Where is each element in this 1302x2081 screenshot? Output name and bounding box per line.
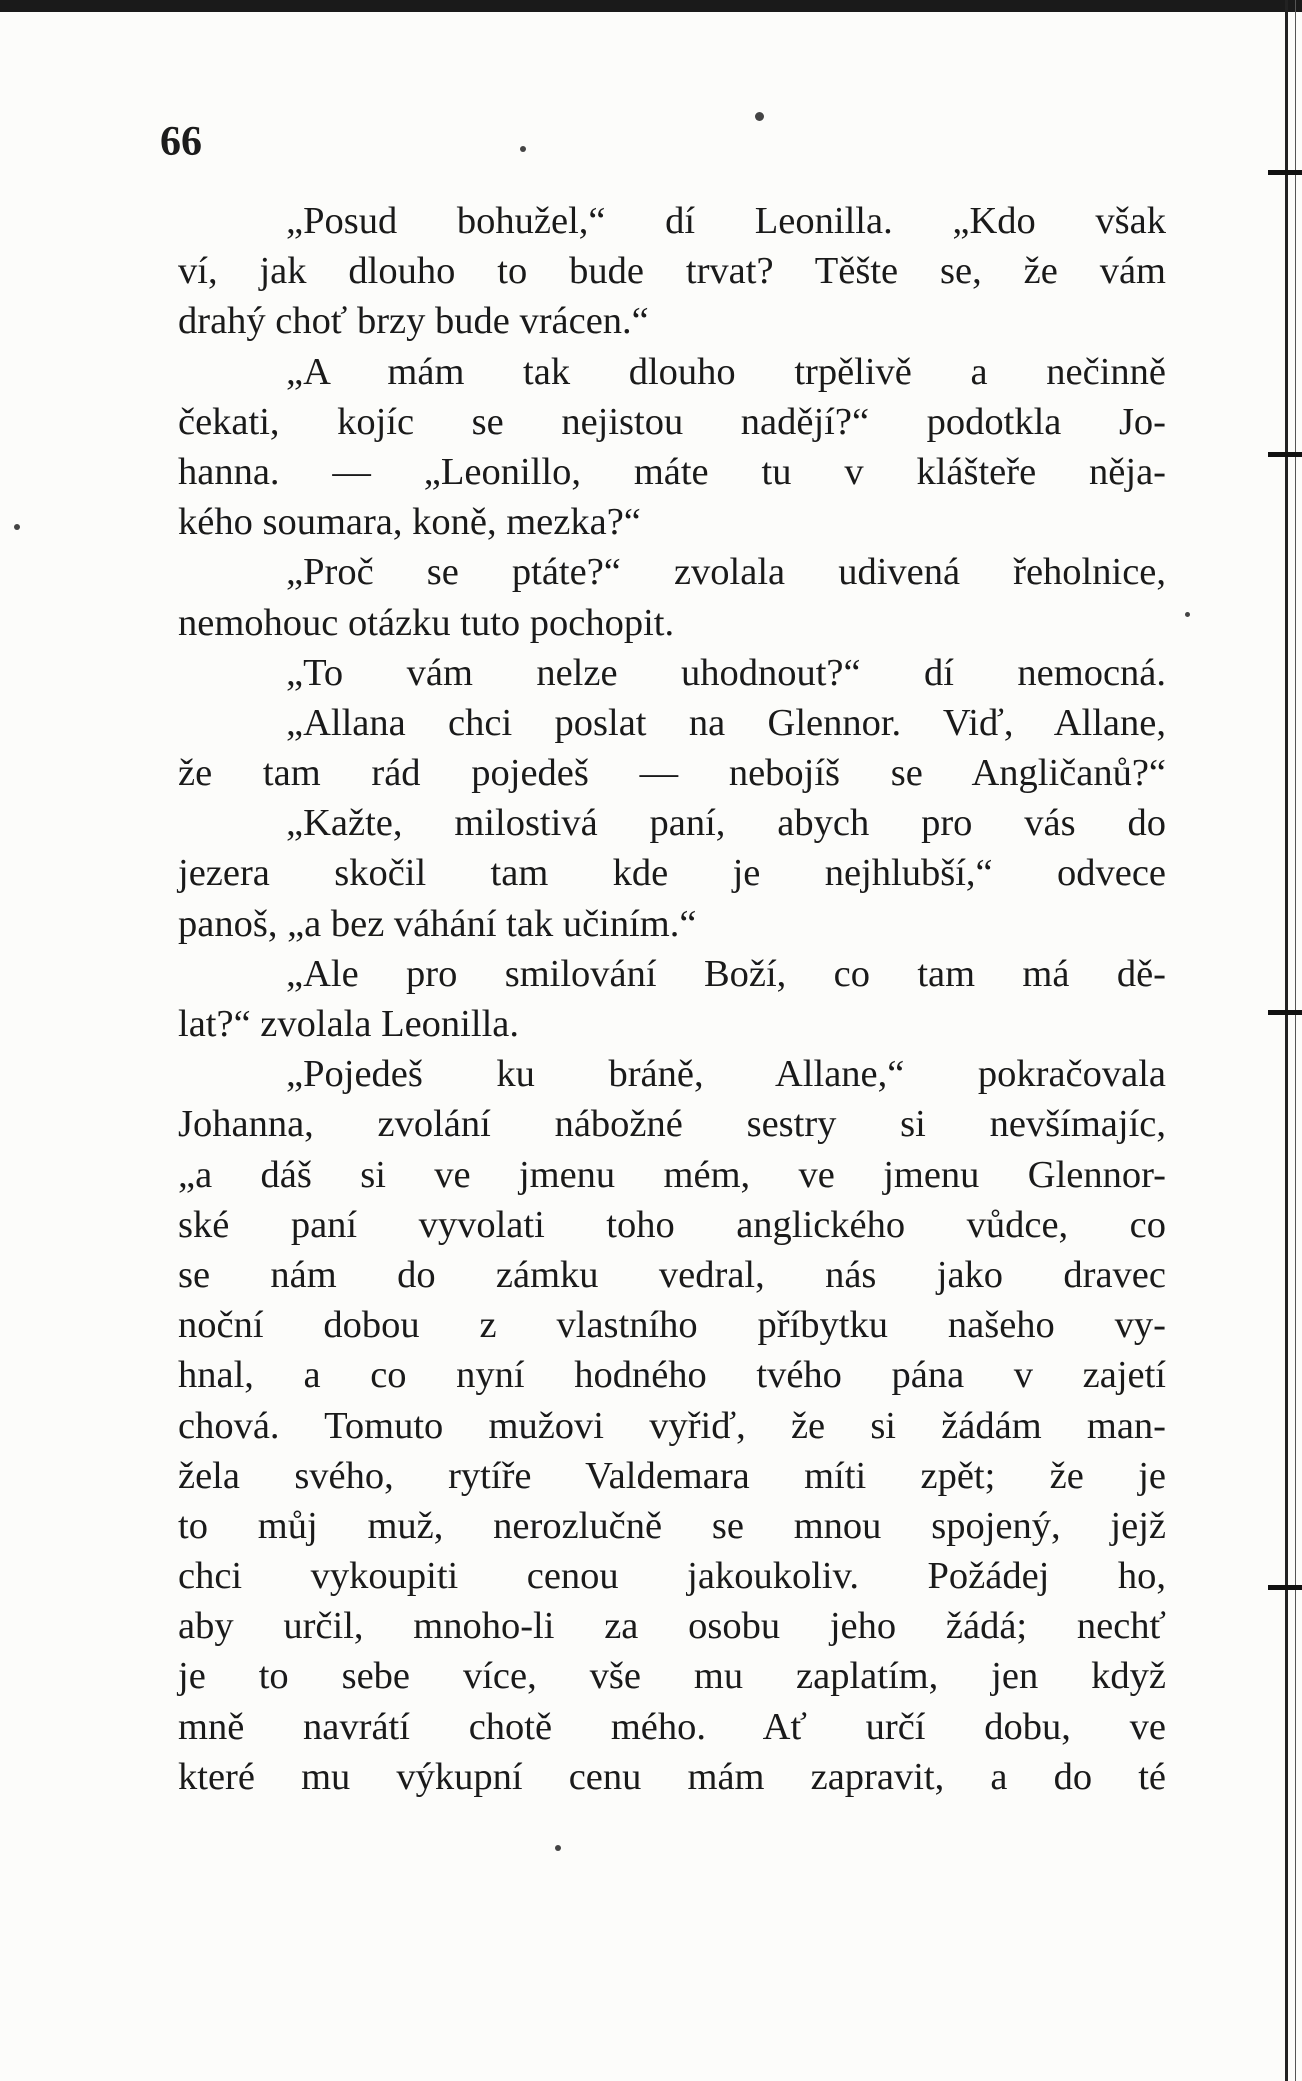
body-text xyxy=(178,196,1166,1802)
edge-tick xyxy=(1268,1010,1302,1015)
text-line: chci vykoupiti cenou jakoukoliv. Požádej ho, xyxy=(178,1555,1166,1598)
text-line: „A mám tak dlouho trpělivě a nečinně xyxy=(286,350,1166,393)
right-edge-rule xyxy=(1285,0,1288,2081)
text-line: to můj muž, nerozlučně se mnou spojený, jejž xyxy=(178,1504,1166,1547)
text-line: ské paní vyvolati toho anglického vůdce, co xyxy=(178,1203,1166,1246)
print-speck xyxy=(14,524,20,530)
text-line: nemohouc otázku tuto pochopit. xyxy=(178,601,675,644)
text-line: noční dobou z vlastního příbytku našeho vy- xyxy=(178,1304,1166,1347)
top-border xyxy=(0,0,1302,12)
text-line: mně navrátí chotě mého. Ať určí dobu, ve xyxy=(178,1705,1166,1748)
text-line: je to sebe více, vše mu zaplatím, jen když xyxy=(178,1655,1166,1698)
text-line: jezera skočil tam kde je nejhlubší,“ odvece xyxy=(178,852,1166,895)
text-line: hanna. — „Leonillo, máte tu v klášteře něja- xyxy=(178,450,1166,493)
text-line: že tam rád pojedeš — nebojíš se Angličanů?“ xyxy=(178,752,1166,795)
text-line: žela svého, rytíře Valdemara míti zpět; že je xyxy=(178,1454,1166,1497)
text-line: lat?“ zvolala Leonilla. xyxy=(178,1003,519,1045)
text-line: „Kažte, milostivá paní, abych pro vás do xyxy=(286,802,1166,845)
text-line: kého soumara, koně, mezka?“ xyxy=(178,501,641,544)
text-line: které mu výkupní cenu mám zapravit, a do té xyxy=(178,1755,1166,1798)
text-line: panoš, „a bez váhání tak učiním.“ xyxy=(178,902,697,945)
text-line: chová. Tomuto mužovi vyřiď, že si žádám man- xyxy=(178,1404,1166,1447)
text-line: čekati, kojíc se nejistou nadějí?“ podotkla Jo- xyxy=(178,400,1166,443)
text-line: „To vám nelze uhodnout?“ dí nemocná. xyxy=(286,651,1166,694)
text-line: „Allana chci poslat na Glennor. Viď, Allane, xyxy=(286,701,1166,744)
text-line: aby určil, mnoho-li za osobu jeho žádá; nechť xyxy=(178,1605,1166,1648)
edge-tick xyxy=(1268,452,1302,457)
page-number: 66 xyxy=(160,119,202,165)
text-line: „Proč se ptáte?“ zvolala udivená řeholnice, xyxy=(286,551,1166,594)
print-speck xyxy=(555,1845,561,1851)
text-line: drahý choť brzy bude vrácen.“ xyxy=(178,300,649,343)
print-speck xyxy=(1185,612,1190,617)
print-speck xyxy=(755,112,764,121)
right-edge-rule-thin xyxy=(1295,0,1296,2081)
edge-tick xyxy=(1268,170,1302,175)
text-line: Johanna, zvolání nábožné sestry si nevšímajíc, xyxy=(178,1103,1166,1146)
edge-tick xyxy=(1268,1585,1302,1590)
text-line: „Ale pro smilování Boží, co tam má dě- xyxy=(286,952,1166,995)
print-speck xyxy=(520,146,526,152)
text-line: „Pojedeš ku bráně, Allane,“ pokračovala xyxy=(286,1053,1166,1096)
text-line: ví, jak dlouho to bude trvat? Těšte se, že vám xyxy=(178,250,1166,293)
text-line: hnal, a co nyní hodného tvého pána v zajetí xyxy=(178,1354,1166,1397)
text-line: „Posud bohužel,“ dí Leonilla. „Kdo však xyxy=(286,200,1166,242)
text-line: se nám do zámku vedral, nás jako dravec xyxy=(178,1253,1166,1296)
text-line: „a dáš si ve jmenu mém, ve jmenu Glennor- xyxy=(178,1153,1166,1196)
